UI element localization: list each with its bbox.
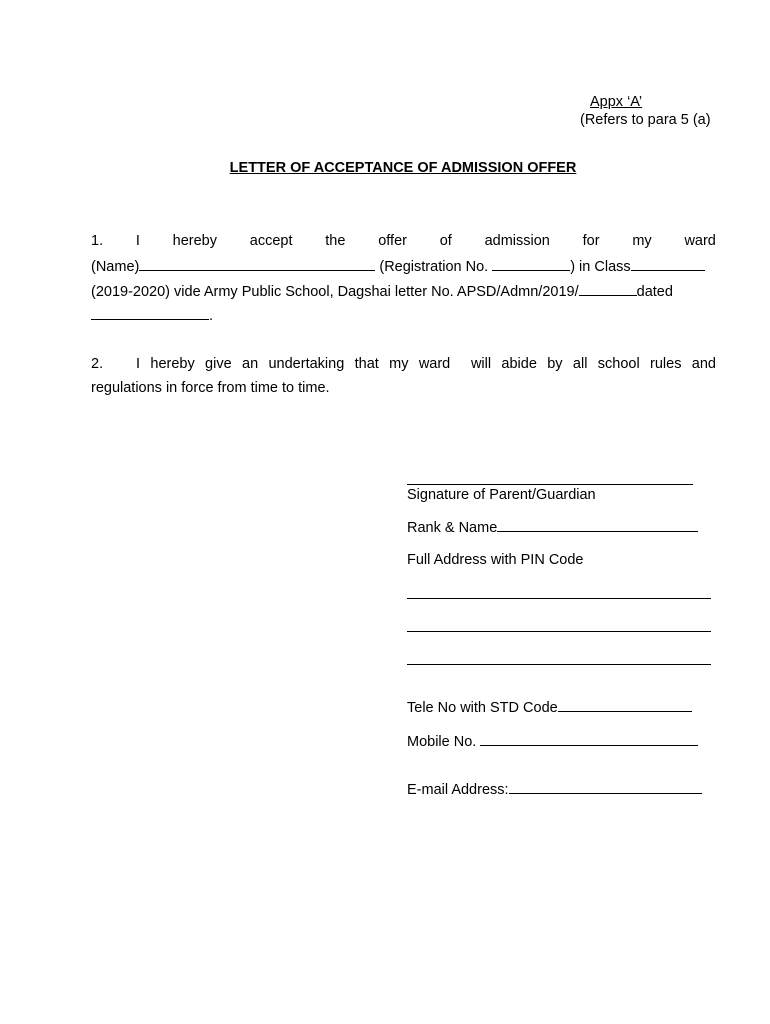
period: . — [209, 308, 214, 324]
para1-word: of — [439, 233, 452, 249]
para2-number: 2. — [91, 356, 104, 372]
para1-word: 1. — [91, 233, 104, 249]
address-line-3[interactable] — [407, 664, 711, 665]
dated-label: dated — [636, 284, 673, 300]
rank-name-field[interactable] — [497, 519, 698, 532]
para1-line4 — [91, 307, 716, 324]
para1-word: for — [582, 233, 600, 249]
email-label: E-mail Address: — [407, 782, 509, 798]
letter-number-field[interactable] — [579, 283, 637, 296]
rank-name-label: Rank & Name — [407, 520, 498, 536]
mobile-label: Mobile No. — [407, 734, 477, 750]
registration-label: (Registration No. — [379, 259, 489, 275]
signature-line[interactable] — [407, 484, 693, 485]
para2-line2: regulations in force from time to time. — [91, 380, 330, 396]
appendix-label: Appx ‘A’ — [590, 94, 643, 110]
name-label: (Name) — [91, 259, 140, 275]
tele-label: Tele No with STD Code — [407, 700, 558, 716]
para1-line1 — [91, 233, 716, 249]
para1-word: offer — [378, 233, 407, 249]
registration-field[interactable] — [492, 258, 570, 271]
para1-word: admission — [484, 233, 550, 249]
para1-word: my — [632, 233, 652, 249]
date-field[interactable] — [91, 307, 209, 320]
tele-row — [407, 699, 692, 716]
para1-word: accept — [249, 233, 293, 249]
name-field[interactable] — [139, 258, 375, 271]
address-line-2[interactable] — [407, 631, 711, 632]
para1-word: ward — [684, 233, 716, 249]
email-row — [407, 781, 702, 798]
address-label: Full Address with PIN Code — [407, 552, 584, 568]
para1-word: I — [135, 233, 140, 249]
tele-field[interactable] — [558, 699, 692, 712]
class-label: ) in Class — [570, 259, 631, 275]
letter-reference-text: (2019-2020) vide Army Public School, Dagshai letter No. APSD/Admn/2019/ — [91, 284, 579, 300]
para1-word: hereby — [172, 233, 217, 249]
mobile-row — [407, 733, 698, 750]
para1-line3 — [91, 283, 716, 300]
signature-label: Signature of Parent/Guardian — [407, 487, 596, 503]
class-field[interactable] — [631, 258, 705, 271]
para1-word: the — [325, 233, 346, 249]
para1-line2 — [91, 258, 716, 275]
reference-label: (Refers to para 5 (a) — [580, 112, 711, 128]
address-line-1[interactable] — [407, 598, 711, 599]
para2-text: I hereby give an undertaking that my ward will abide by all school rules and — [136, 356, 716, 372]
mobile-field[interactable] — [480, 733, 698, 746]
page-title: LETTER OF ACCEPTANCE OF ADMISSION OFFER — [229, 160, 577, 176]
rank-name-row — [407, 519, 698, 536]
para2-line1 — [91, 356, 716, 372]
email-field[interactable] — [509, 781, 702, 794]
